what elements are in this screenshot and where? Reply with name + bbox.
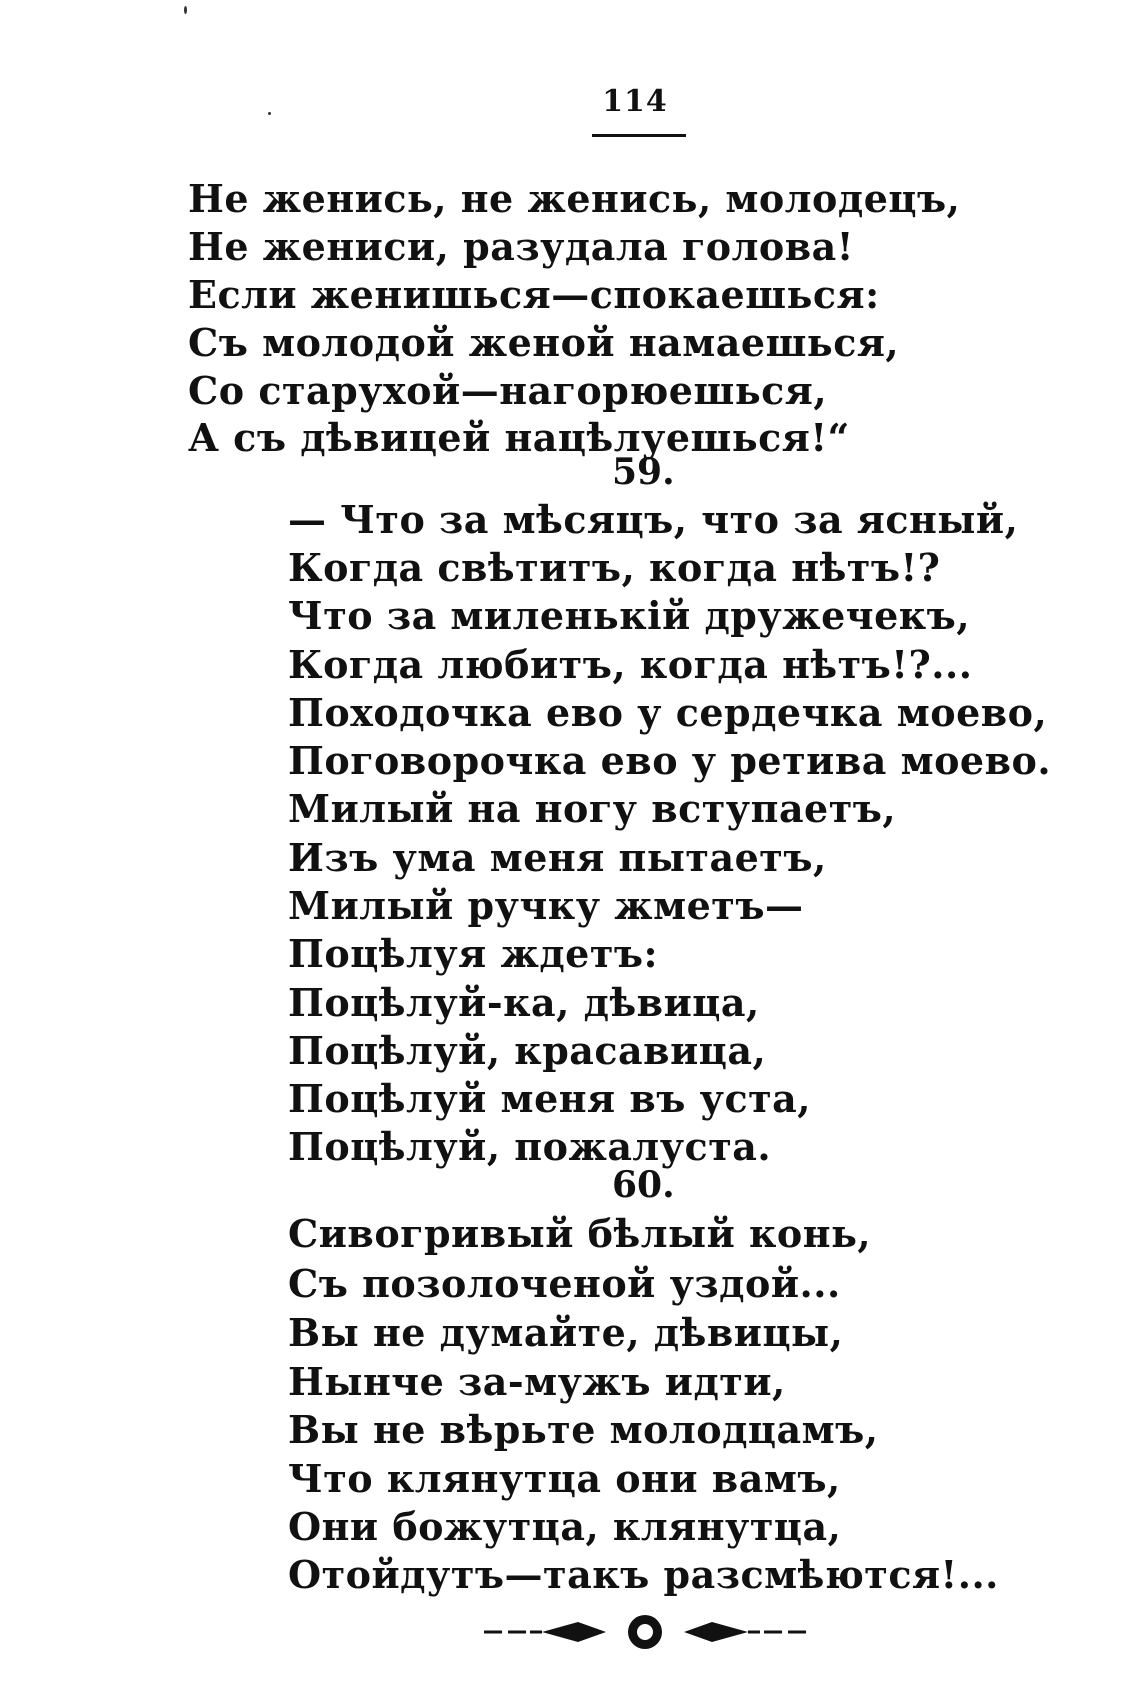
song-number-heading: 59. (612, 451, 675, 494)
closing-ornament (480, 1612, 810, 1652)
page-number-underline (592, 134, 686, 137)
intro-line: Если женишься—спокаешься: (188, 271, 880, 317)
poem-line: Поцѣлуй, пожалуста. (288, 1124, 772, 1170)
paper-speck (184, 6, 187, 14)
ornament-group (484, 1615, 806, 1649)
poem-line: Отойдутъ—такъ разсмѣются!... (288, 1552, 999, 1597)
poem-line: Сивогривый бѣлый конь, (288, 1211, 872, 1257)
paper-speck (268, 112, 271, 115)
page-number: 114 (602, 84, 668, 119)
poem-line: Съ позолоченой уздой... (288, 1260, 841, 1306)
intro-line: Съ молодой женой намаешься, (188, 319, 900, 365)
poem-line: — Что за мѣсяцъ, что за ясный, (288, 496, 1019, 542)
poem-line: Поговорочка ево у ретива моево. (288, 738, 1052, 784)
poem-line: Когда свѣтитъ, когда нѣтъ!? (288, 545, 941, 591)
poem-line: Изъ ума меня пытаетъ, (288, 834, 827, 880)
intro-line: Не жениси, разудала голова! (188, 224, 854, 270)
poem-line: Поцѣлуй-ка, дѣвица, (288, 979, 760, 1025)
poem-line: Вы не вѣрьте молодцамъ, (288, 1407, 879, 1453)
poem-line: Поцѣлуй меня въ уста, (288, 1076, 811, 1121)
intro-line: А съ дѣвицей нацѣлуешься!“ (188, 415, 850, 461)
poem-line: Нынче за-мужъ идти, (288, 1358, 786, 1404)
poem-line: Походочка ево у сердечка моево, (288, 689, 1048, 735)
poem-line: Что клянутца они вамъ, (288, 1455, 841, 1501)
poem-line: Они божутца, клянутца, (288, 1503, 842, 1549)
intro-line: Со старухой—нагорюешься, (188, 368, 828, 414)
song-number-heading: 60. (612, 1164, 675, 1206)
poem-line: Что за миленькій дружечекъ, (288, 593, 971, 639)
poem-line: Вы не думайте, дѣвицы, (288, 1309, 844, 1355)
poem-line: Милый на ногу вступаетъ, (288, 786, 897, 832)
poem-line: Когда любитъ, когда нѣтъ!?... (288, 641, 973, 687)
intro-line: Не женись, не женись, молодецъ, (188, 176, 961, 221)
poem-line: Поцѣлуя ждетъ: (288, 931, 659, 977)
poem-line: Поцѣлуй, красавица, (288, 1027, 767, 1073)
poem-line: Милый ручку жметъ— (288, 882, 804, 928)
